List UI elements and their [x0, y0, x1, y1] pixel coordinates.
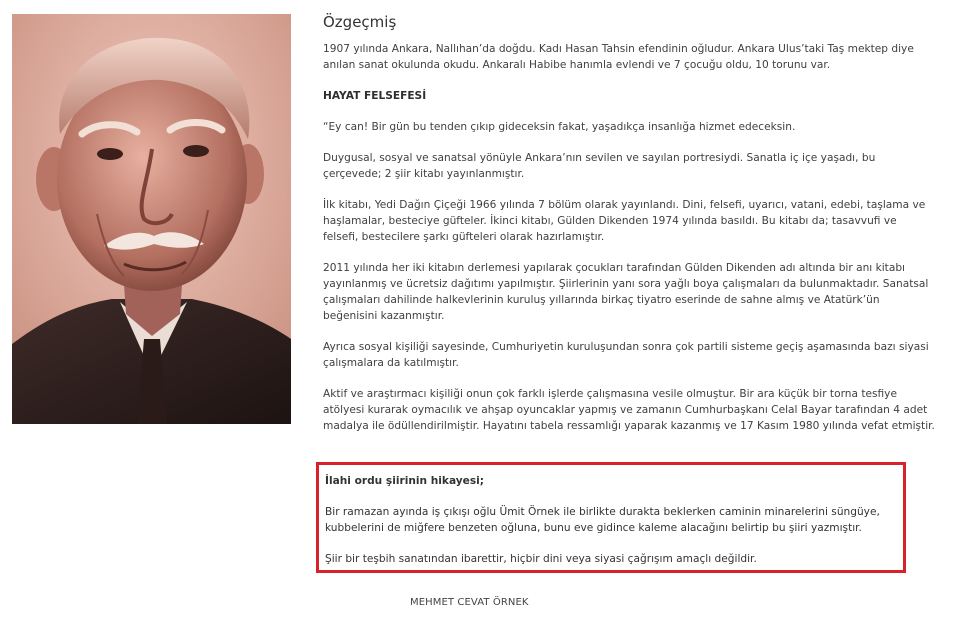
biography-paragraph: Ayrıca sosyal kişiliği sayesinde, Cumhuriyetin kuruluşundan sonra çok partili sisteme geçiş aşamasında bazı siyasi çalışmalara da katılmıştır. [323, 341, 929, 369]
biography-section [323, 12, 935, 434]
biography-title: Özgeçmiş [323, 13, 397, 31]
poem-story-paragraph: Bir ramazan ayında iş çıkışı oğlu Ümit Örnek ile birlikte durakta beklerken caminin minarelerini süngüye, kubbelerini de miğfere benzeten oğluna, bunu eve gidince kaleme alacağını belirtip bu şiiri yazmıştır. [325, 506, 880, 534]
poem-story-box [316, 462, 906, 573]
poem-story-paragraph: Şiir bir teşbih sanatından ibarettir, hiçbir dini veya siyasi çağrışım amaçlı değildir. [325, 553, 757, 565]
author-signature: MEHMET CEVAT ÖRNEK [410, 597, 529, 608]
biography-paragraph: İlk kitabı, Yedi Dağın Çiçeği 1966 yılında 7 bölüm olarak yayınlandı. Dini, felsefi, uyarıcı, vatani, edebi, taşlama ve haşlamalar, besteciye güfteler. İkinci kitabı, Gülden Dikenden 1974 yılında basıldı. Bu kitabı da; tasavvufi ve felsefi, bestecilere şarkı güfteleri olarak hazırlamıştır. [323, 199, 926, 243]
philosophy-label: HAYAT FELSEFESİ [323, 90, 427, 102]
portrait-illustration [12, 14, 291, 424]
biography-paragraph: Aktif ve araştırmacı kişiliği onun çok farklı işlerde çalışmasına vesile olmuştur. Bir ara küçük bir torna tesfiye atölyesi kurarak oymacılık ve ahşap oyuncaklar yapmış ve zamanın Cumhurbaşkanı Celal Bayar tarafından 4 adet madalya ile ödüllendirilmiştir. Hayatını tabela ressamlığı yaparak kazanmış ve 17 Kasım 1980 yılında vefat etmiştir. [323, 388, 935, 432]
biography-paragraph: Duygusal, sosyal ve sanatsal yönüyle Ankara’nın sevilen ve sayılan portresiydi. Sanatla iç içe yaşadı, bu çerçevede; 2 şiir kitabı yayınlanmıştır. [323, 152, 876, 180]
poem-story-title: İlahi ordu şiirinin hikayesi; [325, 475, 485, 487]
biography-intro: 1907 yılında Ankara, Nallıhan’da doğdu. Kadı Hasan Tahsin efendinin oğludur. Ankara Ulus’taki Taş mektep diye anılan sanat okulunda okudu. Ankaralı Habibe hanımla evlendi ve 7 çocuğu oldu, 10 torunu var. [323, 43, 914, 71]
biography-paragraph: “Ey can! Bir gün bu tenden çıkıp gideceksin fakat, yaşadıkça insanlığa hizmet edeceksin. [323, 121, 796, 133]
biography-paragraph: 2011 yılında her iki kitabın derlemesi yapılarak çocukları tarafından Gülden Dikenden adı altında bir anı kitabı yayınlanmış ve ücretsiz dağıtımı yapılmıştır. Şiirlerinin yanı sora yağlı boya çalışmaları da bulunmaktadır. Sanatsal çalışmaları dahilinde halkevlerinin kuruluş yıllarında birkaç tiyatro eserinde de sahne almış ve Atatürk’ün beğenisini kazanmıştır. [323, 262, 929, 322]
portrait-photo [12, 14, 291, 424]
